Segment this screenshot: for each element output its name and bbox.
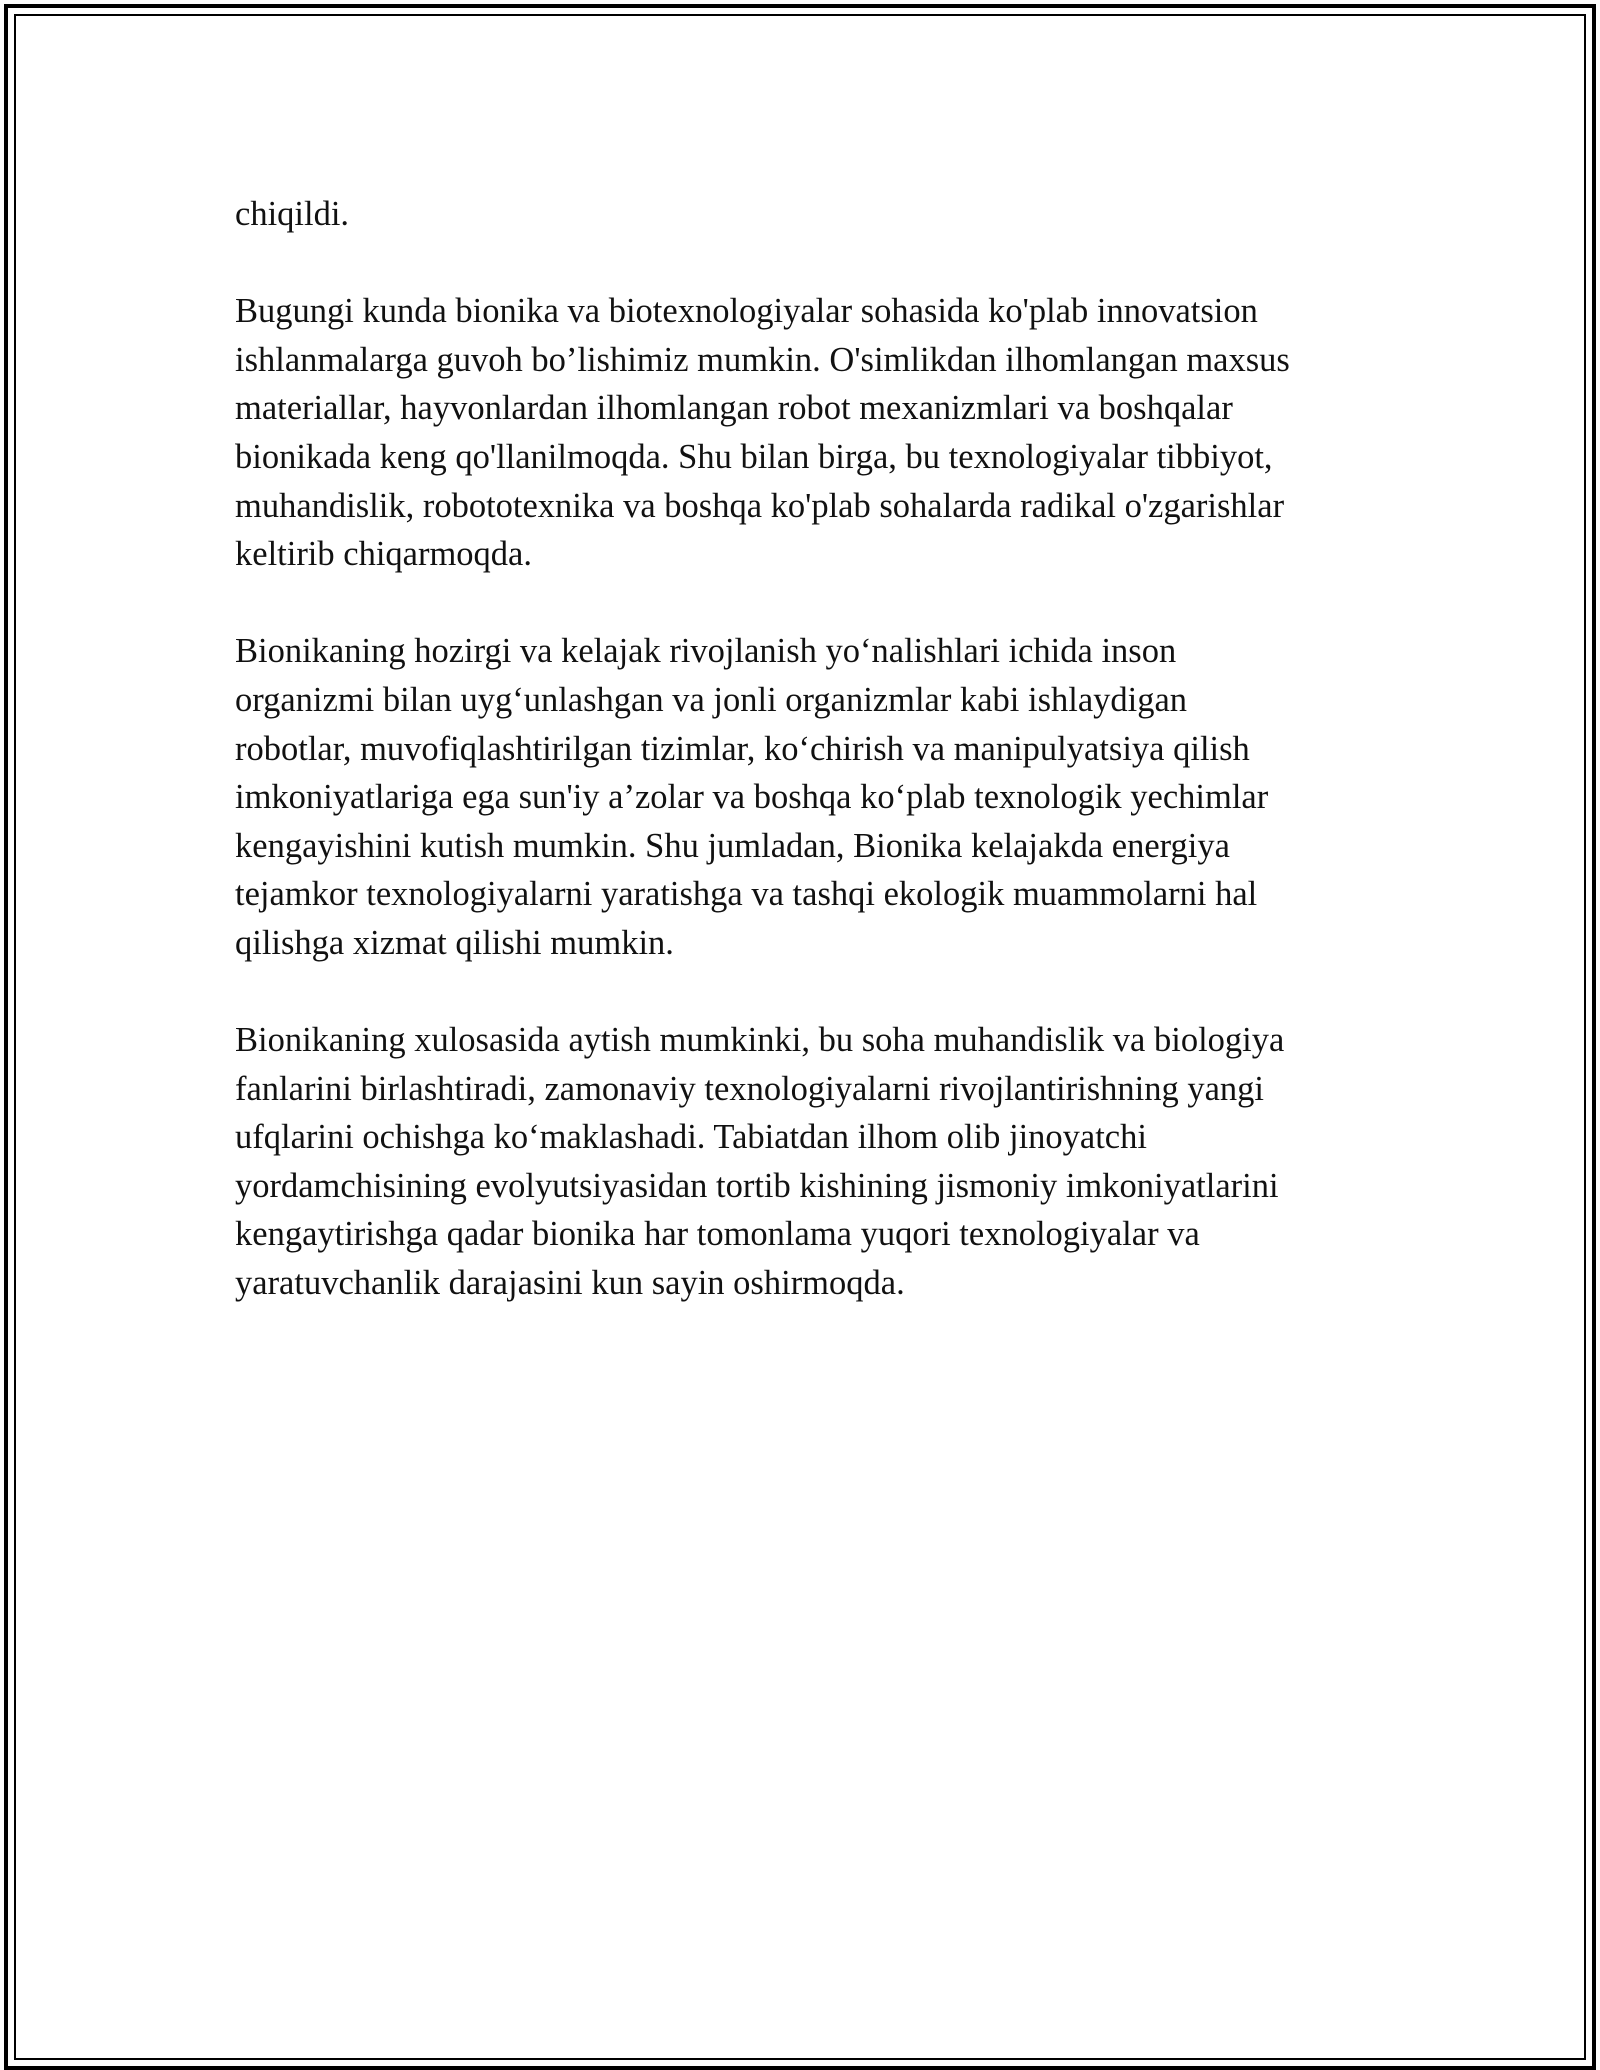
paragraph-conclusion: Bionikaning xulosasida aytish mumkinki, bu soha muhandislik va biologiya fanlarini birlashtiradi, zamonaviy texnologiyalarni rivojlantirishning yangi ufqlarini ochishga ko‘maklashadi. Tabiatdan ilhom olib jinoyatchi yordamchisining evolyutsiyasidan tortib kishining jismoniy imkoniyatlarini kengaytirishga qadar bionika har tomonlama yuqori texnologiyalar va yaratuvchanlik darajasini kun sayin oshirmoqda. xyxy=(235,1021,1285,1303)
paragraph-continuation: chiqildi. xyxy=(235,195,350,233)
paragraph-innovations: Bugungi kunda bionika va biotexnologiyalar sohasida ko'plab innovatsion ishlanmalarga guvoh bo’lishimiz mumkin. O'simlikdan ilhomlangan maxsus materiallar, hayvonlardan ilhomlangan robot mexanizmlari va boshqalar bionikada keng qo'llanilmoqda. Shu bilan birga, bu texnologiyalar tibbiyot, muhandislik, robototexnika va boshqa ko'plab sohalarda radikal o'zgarishlar keltirib chiqarmoqda. xyxy=(235,292,1290,574)
document-body xyxy=(235,190,1365,1356)
paragraph-future-directions: Bionikaning hozirgi va kelajak rivojlanish yo‘nalishlari ichida inson organizmi bilan uyg‘unlashgan va jonli organizmlar kabi ishlaydigan robotlar, muvofiqlashtirilgan tizimlar, ko‘chirish va manipulyatsiya qilish imkoniyatlariga ega sun'iy a’zolar va boshqa ko‘plab texnologik yechimlar kengayishini kutish mumkin. Shu jumladan, Bionika kelajakda energiya tejamkor texnologiyalarni yaratishga va tashqi ekologik muammolarni hal qilishga xizmat qilishi mumkin. xyxy=(235,632,1269,962)
